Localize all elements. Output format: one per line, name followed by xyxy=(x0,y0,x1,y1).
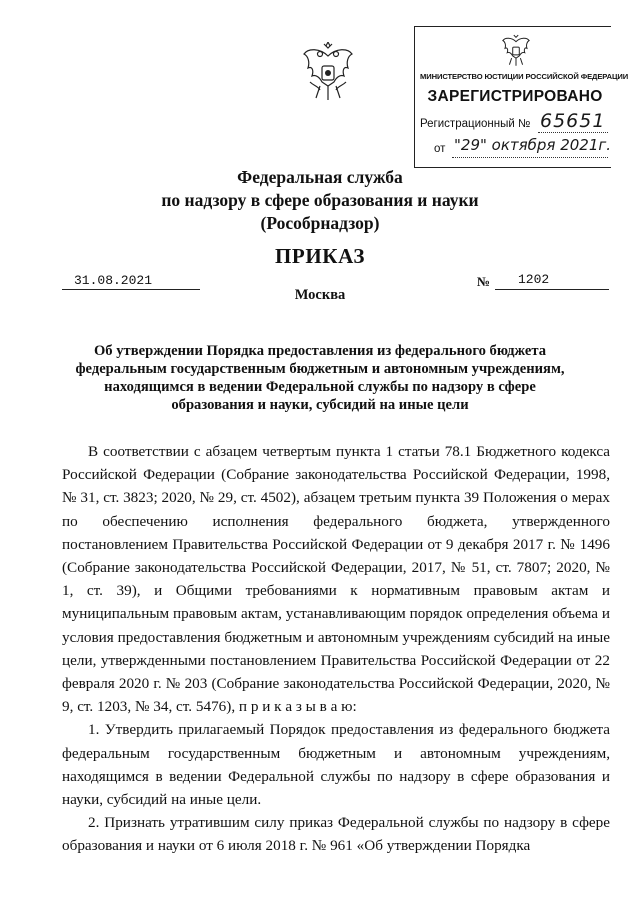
order-date: 31.08.2021 xyxy=(74,273,153,288)
city: Москва xyxy=(294,287,346,303)
heading-line: федеральным государственным бюджетным и автономным учреждениям, xyxy=(75,361,565,377)
body-paragraph: 1. Утвердить прилагаемый Порядок предоставления из федерального бюджета федеральным государственным бюджетным и автономным учреждениям, находящимся в ведении Федеральной службы по надзору в сфере образования и науки, субсидий на иные цели. xyxy=(62,721,610,809)
agency-name xyxy=(0,166,640,235)
stamp-registered-label: ЗАРЕГИСТРИРОВАНО xyxy=(427,88,603,105)
body-paragraph: В соответствии с абзацем четвертым пункта 1 статьи 78.1 Бюджетного кодекса Российской Федерации (Собрание законодательства Российской Федерации, 1998, № 31, ст. 3823; 2020, № 29, ст. 4502), абзацем третьим пункта 39 Положения о мерах по обеспечению исполнения федерального бюджета, утвержденного постановлением Правительства Российской Федерации от 9 декабря 2017 г. № 1496 (Собрание законодательства Российской Федерации, 2017, № 51, ст. 7807; 2020, № 1, ст. 39), и Общими требованиями к нормативным правовым актам и муниципальным правовым актам, устанавливающим порядок определения объема и условия предоставления бюджетным и автономным учреждениям субсидий на иные цели, утвержденными постановлением Правительства Российской Федерации от 22 февраля 2020 г. № 203 (Собрание законодательства Российской Федерации, 2020, № 9, ст. 1203, № 34, ст. 5476), п р и к а з ы в а ю: xyxy=(62,443,610,716)
agency-line: по надзору в сфере образования и науки xyxy=(161,190,479,210)
stamp-reg-number-label: Регистрационный № xyxy=(420,118,531,130)
stamp-reg-number: 65651 xyxy=(540,110,606,132)
order-number-label: № xyxy=(477,274,491,289)
stamp-number-underline xyxy=(538,132,608,133)
order-number: 1202 xyxy=(518,272,550,287)
order-body xyxy=(62,440,610,858)
order-heading xyxy=(0,342,640,414)
stamp-date-label: от xyxy=(434,143,446,155)
order-title: ПРИКАЗ xyxy=(274,244,366,268)
russian-coat-of-arms-icon xyxy=(300,42,356,104)
body-paragraph: 2. Признать утратившим силу приказ Федеральной службы по надзору в сфере образования и науки от 6 июля 2018 г. № 961 «Об утверждении Порядка xyxy=(62,814,610,855)
heading-line: образования и науки, субсидий на иные цели xyxy=(171,397,469,413)
stamp-ministry-name: МИНИСТЕРСТВО ЮСТИЦИИ РОССИЙСКОЙ ФЕДЕРАЦИИ xyxy=(420,72,629,81)
russian-coat-of-arms-icon xyxy=(500,34,532,68)
stamp-date: "29" октября 2021г. xyxy=(454,136,612,154)
agency-line: Федеральная служба xyxy=(237,167,403,187)
agency-line: (Рособрнадзор) xyxy=(260,213,380,233)
registration-stamp xyxy=(414,26,629,168)
stamp-date-underline xyxy=(452,157,608,158)
heading-line: находящимся в ведении Федеральной службы по надзору в сфере xyxy=(104,379,536,395)
heading-line: Об утверждении Порядка предоставления из федерального бюджета xyxy=(93,343,547,359)
